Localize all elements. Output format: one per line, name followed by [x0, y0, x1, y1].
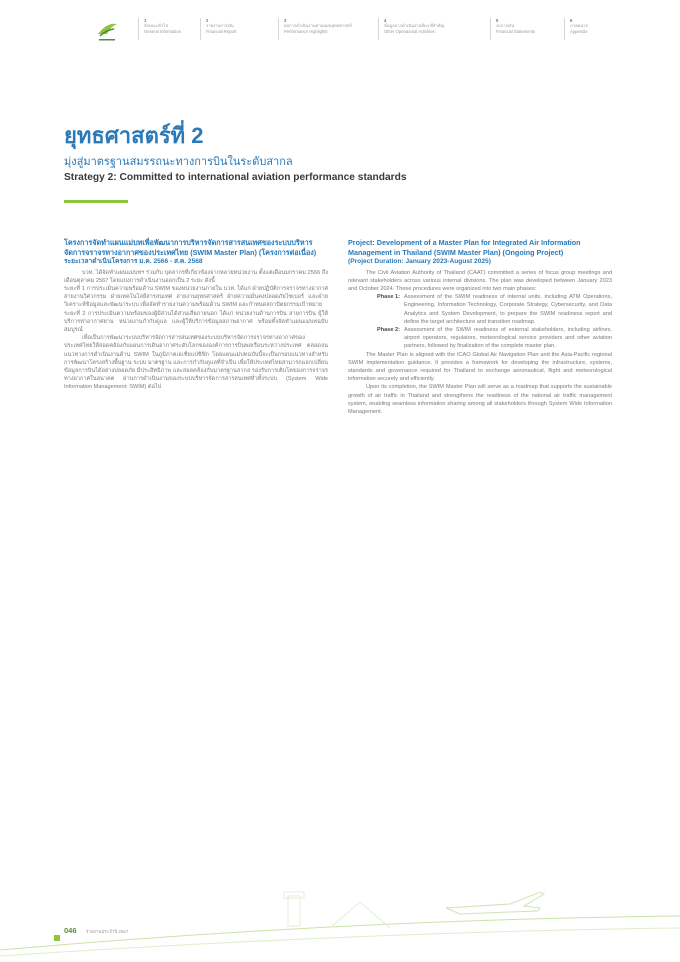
nav-item-6[interactable] — [570, 18, 588, 34]
phase2-text: Assessment of the SWIM readiness of external stakeholders, including airlines, airport operators, regulators, meteorological service providers and other aviation partners, followed by finalization of the complete master plan. — [404, 327, 612, 350]
footer-report-title: รายงานประจำปี 2567 — [86, 929, 129, 934]
phase1-paragraph-th: ระยะที่ 1 การประเมินความพร้อมด้าน SWIM ของหน่วยงานภายใน บวท. ได้แก่ ฝ่ายปฏิบัติการจราจรทางอากาศ สายงานวิศวกรรม ฝ่ายเทคโนโลยีสารสนเทศ สายงานยุทธศาสตร์ ฝ่ายความมั่นคงปลอดภัยไซเบอร์ และฝ่ายวิเคราะห์ข้อมูลและพัฒนาระบบ เพื่อจัดทำรายงานความพร้อมด้าน SWIM และกำหนดสถาปัตยกรรมเป้าหมาย — [64, 286, 328, 309]
nav-label-en: General Information — [144, 28, 182, 34]
body-paragraph-th: เพื่อเป็นการพัฒนาระบบบริหารจัดการสารสนเทศของระบบบริหารจัดการจราจรทางอากาศของประเทศไทยให้สอดคล้องกับแผนการเดินอากาศระดับโลกขององค์การการบินพลเรือนระหว่างประเทศ ตลอดจนแนวทางการดำเนินงานด้าน SWIM ในภูมิภาคเอเชียแปซิฟิก โดยแผนแม่บทฉบับนี้จะเป็นกรอบแนวทางสำหรับการพัฒนาโครงสร้างพื้นฐาน ระบบ มาตรฐาน และการกำกับดูแลที่จำเป็น เพื่อให้ประเทศไทยสามารถแลกเปลี่ยนข้อมูลการบินได้อย่างปลอดภัย มีประสิทธิภาพ และสอดคล้องกับมาตรฐานสากล รองรับการเติบโตของการจราจรทางอากาศในอนาคต ผ่านการดำเนินงานของระบบบริหารจัดการสารสนเทศทั่วทั้งระบบ (System Wide Information Management: SWIM) ต่อไป — [64, 335, 328, 391]
nav-item-4[interactable] — [384, 18, 444, 34]
nav-num: 5 — [496, 18, 499, 23]
nav-label-th: ผลการดำเนินงานตามแผนยุทธศาสตร์ — [284, 23, 352, 29]
nav-item-3[interactable] — [284, 18, 352, 34]
left-column — [64, 238, 328, 392]
header-nav — [86, 14, 666, 48]
nav-num: 2 — [206, 18, 209, 23]
phase2-label: Phase 2: — [376, 327, 400, 334]
project-duration-th: ระยะเวลาดำเนินโครงการ ม.ค. 2566 - ส.ค. 2568 — [64, 258, 203, 266]
nav-label-th: ภาคผนวก — [570, 23, 589, 29]
project-duration-en: (Project Duration: January 2023-August 2025) — [348, 258, 491, 266]
title-divider — [64, 200, 128, 203]
nav-item-1[interactable] — [144, 18, 181, 34]
nav-label-en: Other Operational Activities — [384, 28, 435, 34]
intro-paragraph-th: บวท. ได้จัดทำแผนแม่บทฯ ร่วมกับ บุคลากรที่เกี่ยวข้องจากหลายหน่วยงาน ตั้งแต่เดือนมกราคม 2566 ถึงเดือนตุลาคม 2567 โดยแบ่งการดำเนินงานออกเป็น 2 ระยะ ดังนี้ — [64, 269, 328, 284]
strategy-subtitle-th: มุ่งสู่มาตรฐานสมรรถนะทางการบินในระดับสากล — [64, 156, 293, 168]
nav-num: 1 — [144, 18, 147, 23]
strategy-title: ยุทธศาสตร์ที่ 2 — [64, 123, 204, 148]
strategy-subtitle-en: Strategy 2: Committed to international aviation performance standards — [64, 172, 407, 183]
phase1-row — [348, 293, 612, 326]
project-heading-th: โครงการจัดทำแผนแม่บทเพื่อพัฒนาการบริหารจัดการสารสนเทศของระบบบริหารจัดการจราจรทางอากาศของประเทศไทย (SWIM Master Plan) (โครงการต่อเนื่อง) — [64, 238, 317, 257]
page-number: 046 — [64, 926, 77, 935]
nav-label-th: ลักษณะทั่วไป — [144, 23, 168, 29]
nav-label-th: รายงานการเงิน — [206, 23, 234, 29]
nav-label-en: Financial Statements — [496, 28, 536, 34]
nav-num: 6 — [570, 18, 573, 23]
project-heading-en: Project: Development of a Master Plan for Integrated Air Information Management in Thailand (SWIM Master Plan) (Ongoing Project) — [348, 238, 581, 257]
airplane-icon — [440, 884, 550, 924]
phase2-row — [348, 326, 612, 351]
phase1-text: Assessment of the SWIM readiness of internal units, including ATM Operations, Engineering, Information Technology, Corporate Strategy, Cybersecurity, and Data Analytics and System Development, to prepare the SWIM readiness report and define the target architecture and transition roadmap. — [404, 294, 612, 325]
paragraph-3-en: Upon its completion, the SWIM Master Plan will serve as a roadmap that supports the sustainable growth of air traffic in Thailand and strengthens the readiness of the national air traffic management system, enabling seamless information sharing among all stakeholders through System Wide Information Management. — [348, 384, 612, 416]
nav-num: 4 — [384, 18, 387, 23]
paragraph-2-en: The Master Plan is aligned with the ICAO Global Air Navigation Plan and the Asia-Pacific regional SWIM implementation guidance. It provides a framework for developing the infrastructure, systems, standards and governance required for Thailand to exchange aeronautical, flight and meteorological information securely and efficiently. — [348, 351, 612, 383]
nav-label-th: ข้อมูลการดำเนินงานอื่นๆ ที่สำคัญ — [384, 23, 445, 29]
intro-paragraph-en: The Civil Aviation Authority of Thailand (CAAT) committed a series of focus group meetings and relevant stakeholders across various internal divisions. The plan was developed between January 2023 and October 2024. These procedures were organized into two main phases: — [348, 269, 612, 292]
nav-num: 3 — [284, 18, 287, 23]
nav-label-en: Appendix — [570, 28, 588, 34]
phase1-label: Phase 1: — [376, 294, 400, 301]
phase2-paragraph-th: ระยะที่ 2 การประเมินความพร้อมของผู้มีส่วนได้ส่วนเสียภายนอก ได้แก่ หน่วยงานด้านการบิน สายการบิน ผู้ให้บริการท่าอากาศยาน หน่วยงานกำกับดูแล และผู้ให้บริการข้อมูลสภาพอากาศ พร้อมทั้งจัดทำแผนแม่บทฉบับสมบูรณ์ — [64, 310, 328, 334]
nav-label-th: งบการเงิน — [496, 23, 515, 29]
nav-item-5[interactable] — [496, 18, 535, 34]
nav-label-en: Performance Highlights — [284, 28, 328, 34]
nav-label-en: Financial Report — [206, 28, 237, 34]
right-column — [348, 238, 612, 416]
control-tower-icon — [260, 888, 410, 932]
nav-item-2[interactable] — [206, 18, 237, 34]
aerothai-logo-icon — [94, 18, 120, 44]
